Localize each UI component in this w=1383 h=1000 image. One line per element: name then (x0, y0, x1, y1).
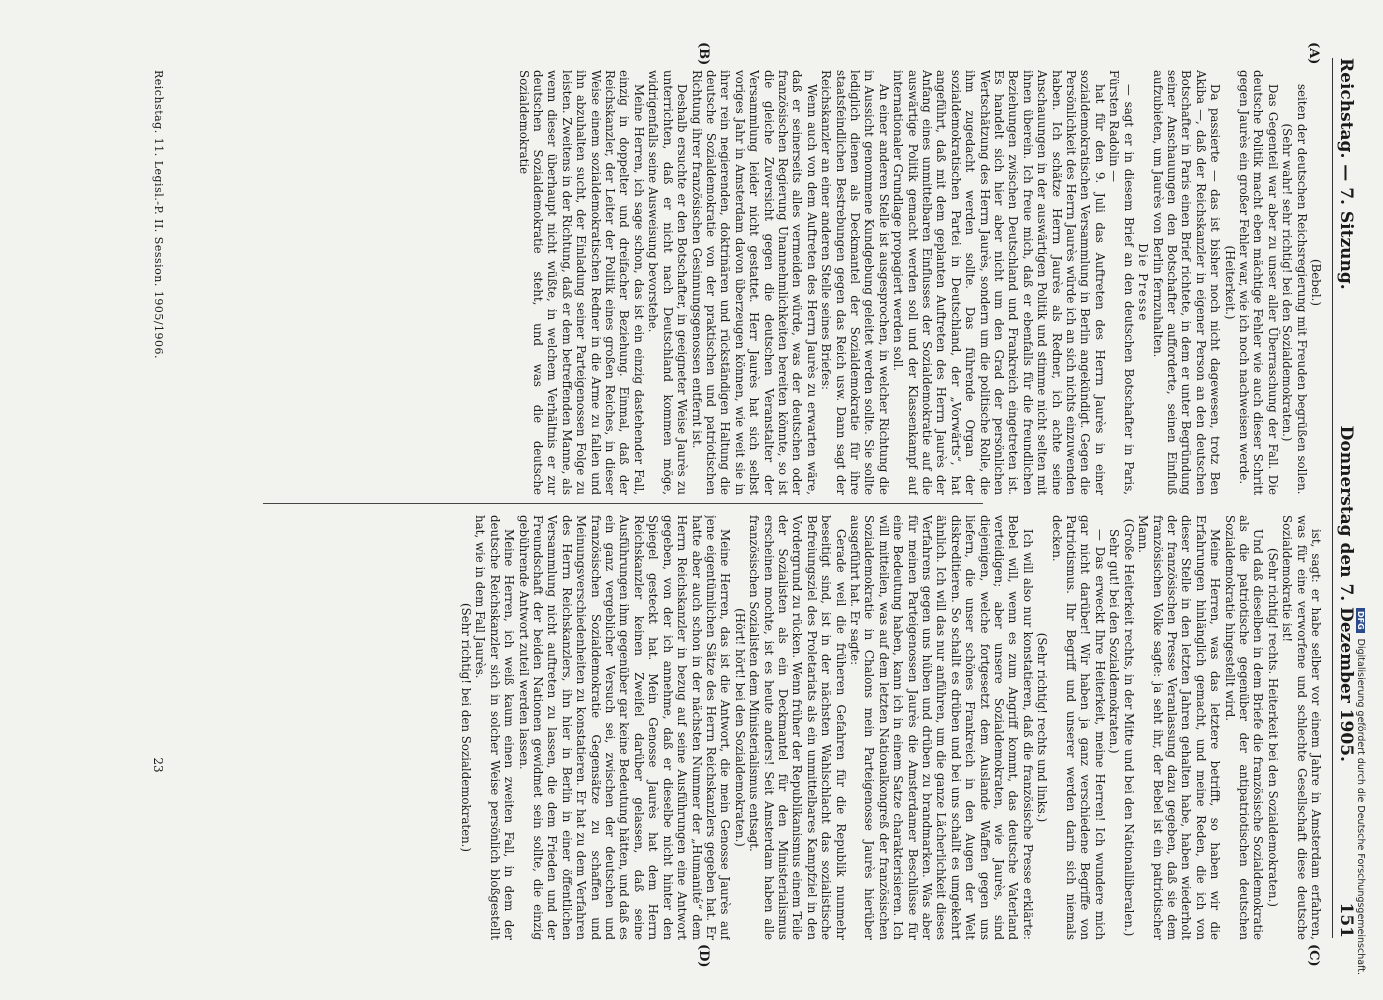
paragraph: ist, sagt: er habe selber vor einem Jahre in Amsterdam erfahren, was für eine verworfene und schlechte Gesellschaft diese deutsche Sozialdemokratie ist! (1280, 515, 1323, 940)
paragraph: Da passierte — das ist bisher noch nicht dagewesen, trotz Ben Akiba —, daß der Reichskanzler in eigener Person an den deutschen Botschafter in Paris einen Brief richtete, in dem er unter Begründung seiner Anschauungen den Botschafter aufforderte, seinen Einfluß aufzubieten, um Jaurès von Berlin fernzuhalten. (1150, 70, 1223, 495)
paragraph: Meine Herren, ich weiß kaum einen zweiten Fall, in dem der deutsche Reichskanzler sich in solcher Weise persönlich bloßgestellt hat, wie in dem Fall Jaurès. (473, 515, 517, 940)
paragraph: Meine Herren, was das letztere betrifft, so haben wir die Erfahrungen hinlänglich gemacht, und meine Reden, die ich von dieser Stelle in den letzten Jahren gehalten habe, haben wiederholt der französischen Presse Veranlassung dazu gegeben, daß sie dem französischen Volke sagte: ja seht ihr, der Bebel ist ein patriotischer Mann. (1136, 515, 1223, 940)
paragraph: — sagt er in diesem Brief an den deutschen Botschafter in Paris, Fürsten Radolin — (1107, 70, 1136, 495)
paragraph: seiten der deutschen Reichsregierung mit Freuden begrüßen sollen. (1294, 84, 1309, 495)
margin-letter-c: (C) (1306, 944, 1321, 967)
paragraph: hat für den 9. Juli das Auftreten des Herrn Jaurès in einer sozialdemokratischen Versammlung in Berlin angekündigt. Gegen die Persönlichkeit des Herrn Jaurès würde ich an sich nichts einzuwenden haben. Ich schätze Herrn Jaurès als Redner, ich achte seine Anschauungen in der auswärtigen Politik und stimme nicht selten mit ihnen überein. Ich freue mich, daß er ebenfalls für die freundlichen Beziehungen zwischen Deutschland und Frankreich eingetreten ist. Es handelt sich hier aber nicht um den Grad der persönlichen Wertschätzung des Herrn Jaurès, sondern um die politische Rolle, die ihm zugedacht werden sollte. Das führende Organ der sozialdemokratischen Partei in Deutschland, der „Vorwärts“, hat angeführt, daß mit dem geplanten Auftreten des Herrn Jaurès der Anfang eines unmittelbaren Einflusses der Sozialdemokratie auf die auswärtige Politik gemacht werden soll und der Klassenkampf auf internationaler Grundlage propagiert werden soll. (891, 70, 1107, 495)
paragraph: (Sehr richtig! rechts und links.) (1035, 632, 1050, 823)
paragraph: Das Gegenteil war aber zu unser aller Überraschung der Fall. Die deutsche Politik macht eben mächtige Fehler wie auch dieser Schritt gegen Jaurès ein großer Fehler war, wie ich noch nachweisen werde. (1236, 70, 1280, 495)
header-date: Donnerstag den 7. Dezember 1905. (1336, 425, 1356, 762)
paragraph: Meine Herren, das ist die Antwort, die mein Genosse Jaurès auf jene eigentümlichen Sätze des Herrn Reichskanzlers gegeben hat. Er hatte aber auch schon in der nächsten Nummer der „Humanité“ dem Herrn Reichskanzler in bezug auf seine Ausführungen eine Antwort gegeben, von der ich annehme, daß er dieselbe nicht hinter den Spiegel gesteckt hat. Mein Genosse Jaurès hat dem Herrn Reichskanzler keinen Zweifel darüber gelassen, daß seine Ausführungen ihm gegenüber gar keine Bedeutung hätten, und daß es ein ganz vergeblicher Versuch sei, zwischen der deutschen und französischen Sozialdemokratie Gegensätze zu schaffen und Meinungsverschiedenheiten zu konstatieren. Er hat zu dem Verfahren des Herrn Reichskanzlers, ihn hier in Berlin in einer öffentlichen Versammlung nicht auftreten zu lassen, die dem Frieden und der Freundschaft der beiden Nationen gewidmet sein sollte, die einzig gebührende Antwort zuteil werden lassen. (516, 515, 733, 940)
margin-letter-d: (D) (696, 944, 711, 968)
paragraph: (Sehr richtig! bei den Sozialdemokraten.) (459, 602, 474, 853)
margin-letter-a: (A) (1306, 42, 1321, 65)
footer-page-signature: 23 (151, 757, 165, 773)
paragraph: (Bebel.) (1309, 259, 1323, 306)
left-column (173, 70, 1323, 495)
dfg-logo-icon: DFG (1357, 608, 1366, 633)
header-left: Reichstag. — 7. Sitzung. (1336, 58, 1356, 290)
credit-text: Digitalisierung gefördert durch die Deutsche Forschungsgemeinschaft. (1355, 638, 1367, 975)
paragraph: (Sehr richtig! rechts. Heiterkeit bei den Sozialdemokraten.) (1265, 548, 1280, 907)
digitization-credit (1354, 608, 1368, 988)
paragraph: Die Presse (1136, 243, 1151, 322)
page-number: 151 (1336, 902, 1356, 938)
paragraph: (Große Heiterkeit rechts, in der Mitte und bei den Nationalliberalen.) (1121, 518, 1136, 937)
paragraph: Und daß dieselben in dem Briefe die französische Sozialdemokratie als die patriotische gegenüber der antipatriotischen deutschen Sozialdemokratie hingestellt wird. (1222, 515, 1266, 940)
paragraph: — Das erweckt Ihre Heiterkeit, meine Herren! Ich wundere mich gar nicht darüber! Wir haben ja ganz verschiedene Begriffe von Patriotismus. Ihr Begriff und unserer werden darin sich niemals decken. (1049, 515, 1107, 940)
paragraph: (Heiterkeit.) (1222, 245, 1237, 320)
paragraph: An einer anderen Stelle ist ausgesprochen, in welcher Richtung die in Aussicht genommene Kundgebung geleitet werden sollte. Sie sollte lediglich dienen als Deckmantel der Sozialdemokratie für ihre staatsfeindlichen Bestrebungen gegen das Reich usw. Dann sagt der Reichskanzler an einer anderen Stelle seines Briefes: (819, 70, 891, 495)
paragraph: Ich will also nur konstatieren, daß die französische Presse erklärte: Bebel will, wenn es zum Angriff kommt, das deutsche Vaterland verteidigen; aber unsere Sozialdemokraten, wie Jaurès, sind diejenigen, welche fortgesetzt dem Auslande Waffen gegen uns liefern, die unser schönes Frankreich in den Augen der Welt diskreditieren. So schallt es drüben und bei uns schallt es umgekehrt ähnlich. Ich will das nur anführen, um die ganze Lächerlichkeit dieses Verfahrens gegen uns hüben und drüben zu brandmarken. Was aber für meinen Parteigenossen Jaurès die Amsterdamer Beschlüsse für eine Bedeutung haben, kann ich in einem Satze charakterisieren. Ich will mitteilen, was auf dem letzten Nationalkongreß der französischen Sozialdemokratie in Chalons mein Parteigenosse Jaurès hierüber ausgeführt hat. Er sagte: (848, 515, 1035, 940)
footer-left: Reichstag. 11. Legisl.-P. II. Session. 1905/1906. (152, 70, 165, 360)
paragraph: Wenn auch von dem Auftreten des Herrn Jaurès zu erwarten wäre, daß er seinerseits alles vermeiden würde, was der deutschen oder französischen Regierung Unannehmlichkeiten bereiten könnte, so ist die gleiche Zuversicht gegen die deutschen Veranstalter der Versammlung leider nicht gestattet. Herr Jaurès hat sich selbst voriges Jahr in Amsterdam davon überzeugen können, wie weit sie in ihrer rein negierenden, doktrinären und rückständigen Haltung die deutsche Sozialdemokratie von der praktischen und patriotischen Richtung ihrer französischen Gesinnungsgenossen entfernt ist. (689, 70, 819, 495)
margin-letter-b: (B) (696, 42, 711, 66)
paragraph: Gerade weil die früheren Gefahren für die Republik nunmehr beseitigt sind, ist in der nächsten Wahlschlacht das sozialistische Befreiungsziel des Proletariats als ein unmittelbares Kampfziel in den Vordergrund zu rücken. Wenn früher der Republikanismus einem Teile der Sozialisten als ein Deckmantel für den Ministerialismus erscheinen mochte, ist es heute anders! Seit Amsterdam haben alle französischen Sozialisten dem Ministerialismus entsagt. (747, 515, 848, 940)
column-divider (263, 503, 983, 504)
paragraph: (Hört! hört! bei den Sozialdemokraten.) (732, 608, 747, 847)
paragraph: Meine Herren, ich sage schon, das ist ein einzig dastehender Fall, einzig in doppelter und dreifacher Beziehung. Einmal, daß der Reichskanzler, der Leiter der Politik eines großen Reiches, in dieser Weise einem sozialdemokratischen Redner in die Arme zu fallen und ihn abzuhalten sucht, der Einladung seiner Parteigenossen Folge zu leisten. Zweitens in der Richtung, daß er dem betreffenden Manne, als wenn dieser überhaupt nicht wüßte, in welchem Verhältnis er zur deutschen Sozialdemokratie steht, und was die deutsche Sozialdemokratie (516, 70, 646, 495)
right-column (173, 515, 1323, 940)
paragraph: Deshalb ersuchte er den Botschafter, in geeigneter Weise Jaurès zu unterrichten, daß er nicht nach Deutschland kommen möge, widrigenfalls seine Ausweisung bevorstehe. (646, 70, 690, 495)
paragraph: Sehr gut! bei den Sozialdemokraten.) (1107, 529, 1122, 754)
paragraph: (Sehr wahr! sehr richtig! bei den Sozialdemokraten.) (1280, 123, 1295, 442)
